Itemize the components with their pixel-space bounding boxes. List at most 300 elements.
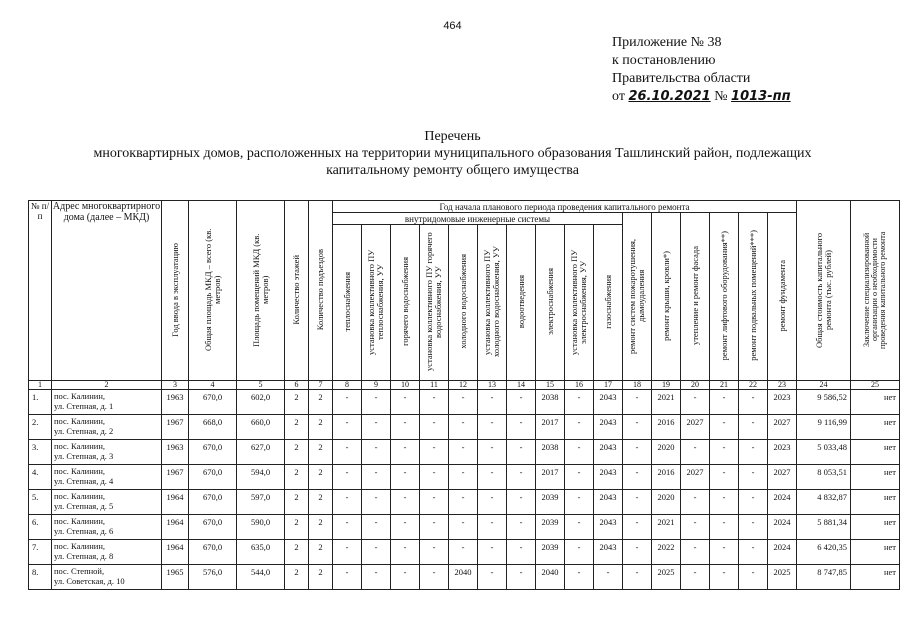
cell-c15: 2040 — [536, 565, 565, 590]
cell-c8: - — [333, 415, 362, 440]
address-line-1: пос. Степной, — [54, 566, 105, 576]
cell-c11: - — [420, 490, 449, 515]
cell-entr: 2 — [309, 490, 333, 515]
header-cost — [797, 201, 851, 381]
cell-c9: - — [362, 540, 391, 565]
table-row — [29, 440, 900, 465]
cell-c23: 2023 — [768, 440, 797, 465]
cell-c20: - — [681, 515, 710, 540]
cell-c10: - — [391, 565, 420, 590]
cell-c15: 2038 — [536, 390, 565, 415]
header-c19-text: ремонт крыши, кровли*) — [660, 250, 671, 341]
cell-year: 1965 — [162, 565, 189, 590]
cell-no: 8. — [29, 565, 52, 590]
header-premises-area-text: Площадь помещений МКД (кв. метров) — [250, 232, 270, 347]
column-number: 16 — [565, 381, 594, 390]
document-title — [0, 128, 905, 179]
header-c23 — [768, 213, 797, 381]
header-entrances-text: Количество подъездов — [315, 248, 325, 331]
cell-c8: - — [333, 565, 362, 590]
annex-no: № — [714, 89, 728, 104]
column-number: 21 — [710, 381, 739, 390]
cell-c17: 2043 — [594, 390, 623, 415]
cell-c20: - — [681, 565, 710, 590]
cell-c13: - — [478, 490, 507, 515]
header-c13 — [478, 225, 507, 381]
cell-address — [52, 565, 162, 590]
cell-c15: 2017 — [536, 415, 565, 440]
column-number: 3 — [162, 381, 189, 390]
column-number: 17 — [594, 381, 623, 390]
cell-address — [52, 415, 162, 440]
cell-c14: - — [507, 390, 536, 415]
header-cost-text: Общая стоимость капитального ремонта (тыс. рублей) — [813, 231, 833, 348]
cell-floors: 2 — [285, 515, 309, 540]
annex-line-2: к постановлению — [612, 53, 716, 68]
cell-c21: - — [710, 390, 739, 415]
cell-c21: - — [710, 565, 739, 590]
column-number: 2 — [52, 381, 162, 390]
cell-c13: - — [478, 540, 507, 565]
table-row — [29, 490, 900, 515]
cell-address — [52, 465, 162, 490]
cell-address — [52, 540, 162, 565]
cell-c9: - — [362, 440, 391, 465]
header-c13-text: установка коллективного ПУ холодного водоснабжения, УУ — [482, 246, 501, 357]
header-c9 — [362, 225, 391, 381]
cell-c11: - — [420, 440, 449, 465]
table-row — [29, 565, 900, 590]
cell-premises: 544,0 — [237, 565, 285, 590]
address-line-2: ул. Степная, д. 3 — [54, 451, 114, 461]
header-floors-text: Количество этажей — [291, 254, 301, 325]
column-number: 10 — [391, 381, 420, 390]
cell-total: 670,0 — [189, 515, 237, 540]
header-premises-area — [237, 201, 285, 381]
cell-c20: - — [681, 490, 710, 515]
cell-total: 670,0 — [189, 390, 237, 415]
cell-concl: нет — [851, 440, 900, 465]
header-c8 — [333, 225, 362, 381]
houses-table — [28, 200, 900, 590]
cell-c11: - — [420, 390, 449, 415]
header-c18 — [623, 213, 652, 381]
header-c17-text: газоснабжения — [602, 274, 613, 329]
cell-c17: 2043 — [594, 490, 623, 515]
cell-c10: - — [391, 390, 420, 415]
cell-c23: 2024 — [768, 540, 797, 565]
header-c10 — [391, 225, 420, 381]
cell-c11: - — [420, 540, 449, 565]
cell-c16: - — [565, 415, 594, 440]
header-c21-text: ремонт лифтового оборудования**) — [718, 230, 729, 361]
address-line-1: пос. Калинин, — [54, 441, 105, 451]
cell-c8: - — [333, 465, 362, 490]
table-row — [29, 515, 900, 540]
cell-year: 1964 — [162, 540, 189, 565]
header-entrances — [309, 201, 333, 381]
cell-cost: 5 881,34 — [797, 515, 851, 540]
cell-c21: - — [710, 490, 739, 515]
table-body — [29, 390, 900, 590]
cell-c9: - — [362, 415, 391, 440]
cell-entr: 2 — [309, 415, 333, 440]
cell-c22: - — [739, 440, 768, 465]
cell-c8: - — [333, 515, 362, 540]
header-c14-text: водоотведения — [515, 274, 526, 329]
cell-c11: - — [420, 515, 449, 540]
cell-entr: 2 — [309, 440, 333, 465]
cell-c16: - — [565, 515, 594, 540]
cell-c17: 2043 — [594, 415, 623, 440]
cell-concl: нет — [851, 540, 900, 565]
cell-floors: 2 — [285, 390, 309, 415]
header-c12 — [449, 225, 478, 381]
cell-c13: - — [478, 515, 507, 540]
cell-c11: - — [420, 465, 449, 490]
cell-c16: - — [565, 540, 594, 565]
cell-address — [52, 490, 162, 515]
cell-total: 670,0 — [189, 440, 237, 465]
cell-concl: нет — [851, 515, 900, 540]
cell-address — [52, 390, 162, 415]
address-line-2: ул. Степная, д. 5 — [54, 501, 114, 511]
cell-c23: 2027 — [768, 465, 797, 490]
cell-entr: 2 — [309, 540, 333, 565]
cell-c9: - — [362, 465, 391, 490]
cell-c20: - — [681, 390, 710, 415]
cell-c21: - — [710, 540, 739, 565]
cell-year: 1963 — [162, 440, 189, 465]
cell-c10: - — [391, 515, 420, 540]
cell-no: 4. — [29, 465, 52, 490]
cell-c23: 2024 — [768, 515, 797, 540]
cell-c19: 2020 — [652, 490, 681, 515]
cell-c15: 2039 — [536, 490, 565, 515]
cell-cost: 8 053,51 — [797, 465, 851, 490]
cell-entr: 2 — [309, 565, 333, 590]
cell-c9: - — [362, 515, 391, 540]
cell-c12: - — [449, 415, 478, 440]
cell-floors: 2 — [285, 465, 309, 490]
cell-premises: 602,0 — [237, 390, 285, 415]
address-line-1: пос. Калинин, — [54, 466, 105, 476]
cell-c18: - — [623, 415, 652, 440]
column-number: 9 — [362, 381, 391, 390]
cell-c8: - — [333, 540, 362, 565]
header-c11-text: установка коллективного ПУ горячего водоснабжения, УУ — [424, 232, 443, 371]
annex-block — [612, 34, 791, 106]
cell-c18: - — [623, 565, 652, 590]
cell-concl: нет — [851, 390, 900, 415]
cell-c12: - — [449, 390, 478, 415]
address-line-1: пос. Калинин, — [54, 416, 105, 426]
cell-c16: - — [565, 390, 594, 415]
cell-c12: - — [449, 515, 478, 540]
table-row — [29, 390, 900, 415]
cell-c12: - — [449, 465, 478, 490]
cell-c15: 2039 — [536, 540, 565, 565]
cell-c22: - — [739, 515, 768, 540]
cell-c18: - — [623, 390, 652, 415]
cell-c22: - — [739, 390, 768, 415]
cell-c20: - — [681, 440, 710, 465]
header-conclusion — [851, 201, 900, 381]
cell-c19: 2020 — [652, 440, 681, 465]
cell-c19: 2022 — [652, 540, 681, 565]
cell-floors: 2 — [285, 415, 309, 440]
annex-line-3: Правительства области — [612, 71, 751, 86]
cell-c12: - — [449, 540, 478, 565]
cell-c23: 2023 — [768, 390, 797, 415]
cell-c9: - — [362, 390, 391, 415]
cell-floors: 2 — [285, 490, 309, 515]
cell-c20: 2027 — [681, 465, 710, 490]
address-line-1: пос. Калинин, — [54, 391, 105, 401]
header-c22-text: ремонт подвальных помещений***) — [747, 230, 758, 361]
column-number: 24 — [797, 381, 851, 390]
column-number: 7 — [309, 381, 333, 390]
header-c12-text: холодного водоснабжения — [457, 254, 468, 349]
cell-entr: 2 — [309, 390, 333, 415]
cell-c17: 2043 — [594, 515, 623, 540]
cell-cost: 9 586,52 — [797, 390, 851, 415]
column-number: 11 — [420, 381, 449, 390]
header-period: Год начала планового периода проведения капитального ремонта — [333, 201, 797, 213]
table-row — [29, 540, 900, 565]
cell-cost: 8 747,85 — [797, 565, 851, 590]
cell-c9: - — [362, 565, 391, 590]
address-line-2: ул. Степная, д. 4 — [54, 476, 114, 486]
cell-entr: 2 — [309, 465, 333, 490]
cell-c12: - — [449, 440, 478, 465]
address-line-2: ул. Степная, д. 8 — [54, 551, 114, 561]
cell-c11: - — [420, 565, 449, 590]
cell-c8: - — [333, 390, 362, 415]
header-c16-text: установка коллективного ПУ электроснабжения, УУ — [569, 248, 588, 355]
cell-premises: 660,0 — [237, 415, 285, 440]
cell-premises: 590,0 — [237, 515, 285, 540]
table-row — [29, 415, 900, 440]
column-number: 19 — [652, 381, 681, 390]
cell-c13: - — [478, 440, 507, 465]
title-line-1: Перечень — [424, 129, 481, 144]
cell-c18: - — [623, 465, 652, 490]
column-number: 5 — [237, 381, 285, 390]
address-line-1: пос. Калинин, — [54, 541, 105, 551]
cell-c23: 2027 — [768, 415, 797, 440]
cell-c19: 2016 — [652, 415, 681, 440]
cell-year: 1964 — [162, 515, 189, 540]
cell-c14: - — [507, 465, 536, 490]
header-c23-text: ремонт фундамента — [776, 259, 787, 332]
address-line-1: пос. Калинин, — [54, 516, 105, 526]
cell-total: 576,0 — [189, 565, 237, 590]
column-number: 25 — [851, 381, 900, 390]
header-total-area-text: Общая площадь МКД – всего (кв. метров) — [202, 228, 222, 351]
title-line-3: капитальному ремонту общего имущества — [326, 163, 579, 178]
cell-cost: 6 420,35 — [797, 540, 851, 565]
cell-floors: 2 — [285, 565, 309, 590]
cell-c21: - — [710, 415, 739, 440]
cell-concl: нет — [851, 490, 900, 515]
cell-c21: - — [710, 515, 739, 540]
column-number: 12 — [449, 381, 478, 390]
address-line-2: ул. Советская, д. 10 — [54, 576, 125, 586]
header-c19 — [652, 213, 681, 381]
header-c15-text: электроснабжения — [544, 268, 555, 335]
column-number: 18 — [623, 381, 652, 390]
cell-total: 670,0 — [189, 465, 237, 490]
header-c15 — [536, 225, 565, 381]
cell-c22: - — [739, 565, 768, 590]
cell-c18: - — [623, 515, 652, 540]
cell-c19: 2016 — [652, 465, 681, 490]
cell-c12: 2040 — [449, 565, 478, 590]
cell-total: 670,0 — [189, 540, 237, 565]
table-row — [29, 465, 900, 490]
title-line-2: многоквартирных домов, расположенных на территории муниципального образования Ташлинский район, подлежащих — [93, 146, 812, 161]
header-internal-systems: внутридомовые инженерные системы — [333, 213, 623, 225]
page-number: 464 — [443, 20, 462, 32]
cell-total: 668,0 — [189, 415, 237, 440]
cell-c16: - — [565, 440, 594, 465]
header-c20-text: утепление и ремонт фасада — [689, 245, 700, 346]
cell-c22: - — [739, 540, 768, 565]
annex-line-1: Приложение № 38 — [612, 35, 722, 50]
column-number: 20 — [681, 381, 710, 390]
cell-no: 7. — [29, 540, 52, 565]
cell-premises: 635,0 — [237, 540, 285, 565]
header-conclusion-text: Заключение специализированной организации о необходимости проведения капитального ремонта — [862, 230, 888, 349]
cell-c14: - — [507, 415, 536, 440]
cell-c16: - — [565, 465, 594, 490]
header-total-area — [189, 201, 237, 381]
column-number: 14 — [507, 381, 536, 390]
header-address: Адрес многоквартирного дома (далее – МКД) — [52, 201, 162, 381]
cell-entr: 2 — [309, 515, 333, 540]
cell-c19: 2025 — [652, 565, 681, 590]
cell-c10: - — [391, 465, 420, 490]
header-c8-text: теплоснабжения — [341, 271, 352, 332]
column-number: 8 — [333, 381, 362, 390]
cell-total: 670,0 — [189, 490, 237, 515]
cell-c10: - — [391, 440, 420, 465]
cell-floors: 2 — [285, 440, 309, 465]
cell-address — [52, 440, 162, 465]
cell-c12: - — [449, 490, 478, 515]
cell-c18: - — [623, 440, 652, 465]
cell-c15: 2017 — [536, 465, 565, 490]
header-c16 — [565, 225, 594, 381]
cell-cost: 4 832,87 — [797, 490, 851, 515]
header-c18-text: ремонт систем пожаротушения, дымоудаления — [627, 237, 646, 354]
cell-c22: - — [739, 490, 768, 515]
cell-year: 1963 — [162, 390, 189, 415]
cell-c21: - — [710, 440, 739, 465]
cell-no: 6. — [29, 515, 52, 540]
address-line-2: ул. Степная, д. 1 — [54, 401, 114, 411]
header-year-built — [162, 201, 189, 381]
cell-year: 1964 — [162, 490, 189, 515]
cell-c19: 2021 — [652, 390, 681, 415]
annex-date: 26.10.2021 — [628, 89, 711, 104]
header-c9-text: установка коллективного ПУ теплоснабжения, УУ — [366, 248, 385, 355]
cell-year: 1967 — [162, 465, 189, 490]
header-floors — [285, 201, 309, 381]
cell-c16: - — [565, 565, 594, 590]
cell-c23: 2025 — [768, 565, 797, 590]
cell-c18: - — [623, 540, 652, 565]
cell-no: 3. — [29, 440, 52, 465]
address-line-2: ул. Степная, д. 2 — [54, 426, 114, 436]
cell-cost: 9 116,99 — [797, 415, 851, 440]
cell-no: 2. — [29, 415, 52, 440]
cell-c11: - — [420, 415, 449, 440]
cell-c17: 2043 — [594, 465, 623, 490]
cell-c14: - — [507, 565, 536, 590]
annex-number: 1013-пп — [731, 89, 791, 104]
cell-c13: - — [478, 390, 507, 415]
cell-concl: нет — [851, 465, 900, 490]
cell-c10: - — [391, 415, 420, 440]
header-c21 — [710, 213, 739, 381]
header-c10-text: горячего водоснабжения — [399, 257, 410, 346]
cell-c10: - — [391, 540, 420, 565]
cell-cost: 5 033,48 — [797, 440, 851, 465]
header-c17 — [594, 225, 623, 381]
cell-c14: - — [507, 440, 536, 465]
header-year-built-text: Год ввода в эксплуатацию — [169, 242, 180, 337]
annex-date-line — [612, 88, 791, 106]
cell-floors: 2 — [285, 540, 309, 565]
cell-c9: - — [362, 490, 391, 515]
header-c20 — [681, 213, 710, 381]
cell-c8: - — [333, 490, 362, 515]
annex-from: от — [612, 89, 625, 104]
cell-premises: 594,0 — [237, 465, 285, 490]
cell-address — [52, 515, 162, 540]
cell-c21: - — [710, 465, 739, 490]
cell-c15: 2039 — [536, 515, 565, 540]
cell-c13: - — [478, 565, 507, 590]
cell-c19: 2021 — [652, 515, 681, 540]
cell-c14: - — [507, 515, 536, 540]
cell-concl: нет — [851, 565, 900, 590]
column-number: 1 — [29, 381, 52, 390]
cell-year: 1967 — [162, 415, 189, 440]
cell-c22: - — [739, 465, 768, 490]
header-c22 — [739, 213, 768, 381]
cell-no: 5. — [29, 490, 52, 515]
cell-c23: 2024 — [768, 490, 797, 515]
address-line-1: пос. Калинин, — [54, 491, 105, 501]
header-c11 — [420, 225, 449, 381]
cell-c20: 2027 — [681, 415, 710, 440]
cell-c14: - — [507, 490, 536, 515]
cell-c10: - — [391, 490, 420, 515]
column-number-row — [29, 381, 900, 390]
column-number: 23 — [768, 381, 797, 390]
cell-c17: - — [594, 565, 623, 590]
column-number: 4 — [189, 381, 237, 390]
column-number: 13 — [478, 381, 507, 390]
cell-c8: - — [333, 440, 362, 465]
cell-c17: 2043 — [594, 440, 623, 465]
cell-c17: 2043 — [594, 540, 623, 565]
cell-no: 1. — [29, 390, 52, 415]
cell-c15: 2038 — [536, 440, 565, 465]
